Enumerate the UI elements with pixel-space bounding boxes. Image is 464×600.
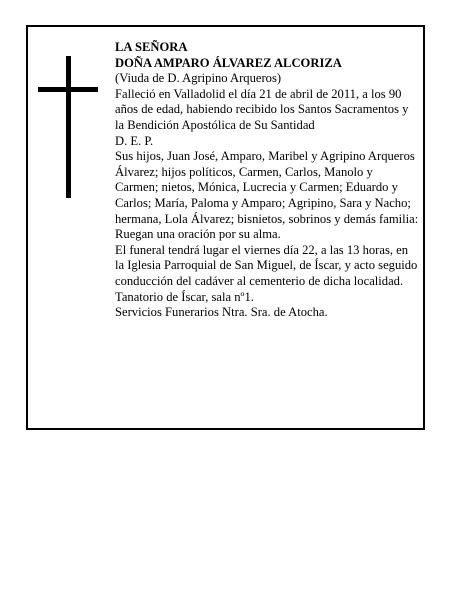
family-list: Sus hijos, Juan José, Amparo, Maribel y Agripino Arqueros Álvarez; hijos políticos, Carmen, Carlos, Manolo y Carmen; nietos, Mónica, Lucrecia y Carmen; Eduardo y Carlos; María, Paloma y Amparo; Agripino, Sara y Nacho; hermana, Lola Álvarez; bisnietos, sobrinos y demás familia: xyxy=(115,149,419,226)
widow-line: (Viuda de D. Agripino Arqueros) xyxy=(115,71,282,86)
deceased-name: DOÑA AMPARO ÁLVAREZ ALCORIZA xyxy=(115,55,342,70)
cross-horizontal-bar xyxy=(38,87,98,92)
death-announcement: Falleció en Valladolid el día 21 de abril de 2011, a los 90 años de edad, habiendo recibido los Santos Sacramentos y la Bendición Apostólica de Su Santidad xyxy=(115,86,409,132)
notice-body xyxy=(115,40,419,321)
obituary-notice xyxy=(26,25,425,430)
mortuary-location: Tanatorio de Íscar, sala nº1. xyxy=(115,289,254,304)
notice-title: LA SEÑORA xyxy=(115,40,188,54)
cross-vertical-bar xyxy=(66,56,71,198)
dep-line: D. E. P. xyxy=(115,133,154,148)
cross-icon xyxy=(38,56,98,198)
funeral-services: Servicios Funerarios Ntra. Sra. de Atocha. xyxy=(115,305,328,320)
funeral-details: El funeral tendrá lugar el viernes día 22, a las 13 horas, en la Iglesia Parroquial de San Miguel, de Íscar, y acto seguido conducción del cadáver al cementerio de dicha localidad. xyxy=(115,242,418,288)
prayer-request: Ruegan una oración por su alma. xyxy=(115,227,281,242)
